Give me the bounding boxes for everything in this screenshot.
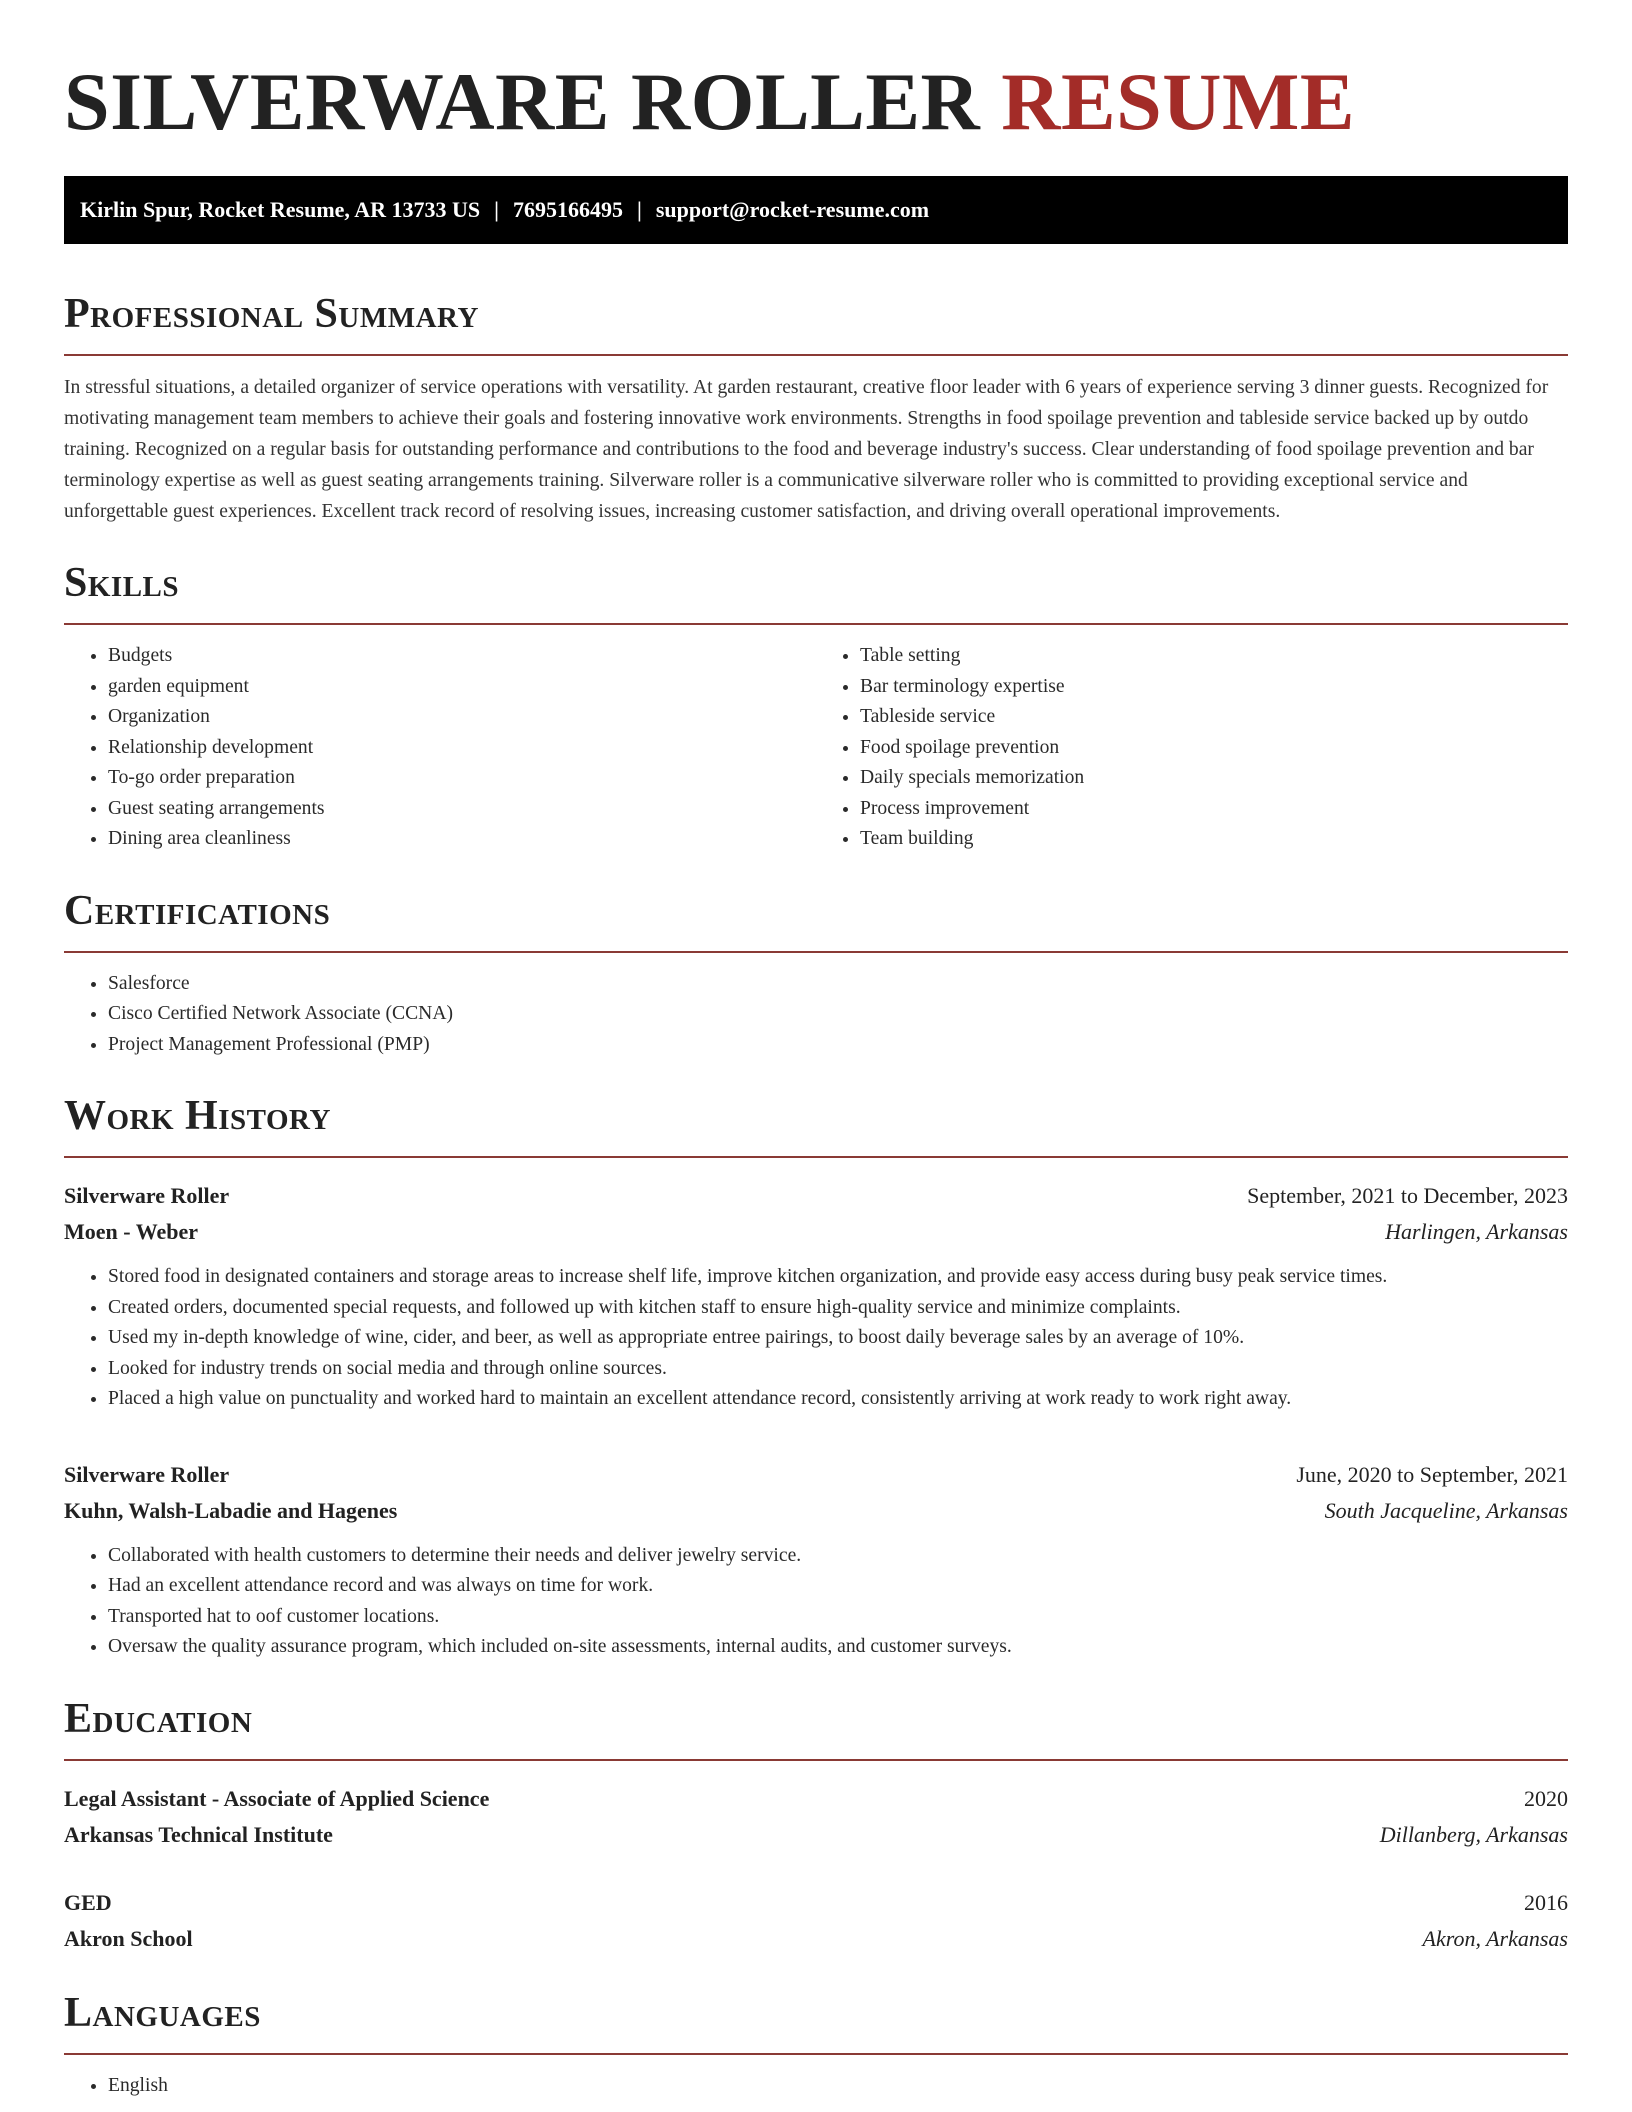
skill-item: • Guest seating arrangements [108,794,816,825]
education-degree-row [64,1781,1568,1817]
contact-separator: | [636,197,642,222]
contact-phone[interactable]: 7695166495 [512,197,623,222]
job-dates: September, 2021 to December, 2023 [1247,1183,1568,1208]
education-section [64,1693,1568,1957]
skill-item: • Team building [860,824,1568,855]
languages-list [64,2071,1568,2102]
contact-bar [64,176,1568,244]
skills-section [64,557,1568,855]
job-company: Moen - Weber [64,1219,199,1244]
languages-section [64,1987,1568,2102]
education-location: Akron, Arkansas [1422,1925,1568,1951]
skill-item: • Bar terminology expertise [860,672,1568,703]
job-bullet: • Stored food in designated containers and storage areas to increase shelf life, improve kitchen organization, and provide easy access during busy peak service times. [108,1262,1568,1293]
skills-list-right [816,641,1568,855]
job-bullet: • Placed a high value on punctuality and worked hard to maintain an excellent attendance record, consistently arriving at work ready to work right away. [108,1384,1568,1415]
job-bullet: • Oversaw the quality assurance program, which included on-site assessments, internal audits, and customer surveys. [108,1632,1568,1663]
job-company-row [64,1493,1568,1529]
job-dates: June, 2020 to September, 2021 [1296,1461,1568,1487]
skill-item: • Tableside service [860,702,1568,733]
job-title: Silverware Roller [64,1461,230,1487]
education-school-row [64,1817,1568,1853]
skill-item: • Table setting [860,641,1568,672]
education-school: Arkansas Technical Institute [64,1821,333,1847]
skill-item: • Organization [108,702,816,733]
skill-item: • To-go order preparation [108,763,816,794]
job-bullet: • Looked for industry trends on social media and through online sources. [108,1354,1568,1385]
job-header-row [64,1457,1568,1493]
education-heading: Education [64,1693,1568,1761]
job-bullet: • Created orders, documented special requests, and followed up with kitchen staff to ensure high-quality service and minimize complaints. [108,1293,1568,1324]
job-bullet: • Transported hat to oof customer locations. [108,1602,1568,1633]
education-degree: GED [64,1889,112,1915]
certifications-heading: Certifications [64,885,1568,953]
work-history-section [64,1090,1568,1663]
contact-email[interactable]: support@rocket-resume.com [655,197,930,222]
job-bullets [64,1541,1568,1663]
skill-item: • Food spoilage prevention [860,733,1568,764]
education-entry [64,1885,1568,1957]
education-year: 2020 [1524,1785,1568,1811]
skill-item: • garden equipment [108,672,816,703]
skill-item: • Daily specials memorization [860,763,1568,794]
summary-text: In stressful situations, a detailed organizer of service operations with versatility. At garden restaurant, creative floor leader with 6 years of experience serving 3 dinner guests. Recognized for motivating management team members to achieve their goals and fostering innovative work environments. Strengths in food spoilage prevention and tableside service backed up by outdo training. Recognized on a regular basis for outstanding performance and contributions to the food and beverage industry's success. Clear understanding of food spoilage prevention and bar terminology expertise as well as guest seating arrangements training. Silverware roller is a communicative silverware roller who is committed to providing exceptional service and unforgettable guest experiences. Excellent track record of resolving issues, increasing customer satisfaction, and driving overall operational improvements. [64,377,1549,522]
skill-item: • Budgets [108,641,816,672]
work-history-heading: Work History [64,1090,1568,1158]
summary-section [64,288,1568,527]
education-school: Akron School [64,1925,193,1951]
skill-item: • Relationship development [108,733,816,764]
summary-heading: Professional Summary [64,288,1568,356]
skill-item: • Dining area cleanliness [108,824,816,855]
job-company-row [64,1214,1568,1250]
contact-separator: | [494,197,499,222]
job-entry [64,1457,1568,1663]
job-title: Silverware Roller [64,1183,230,1208]
certifications-list [64,969,1568,1061]
title-accent: RESUME [1001,56,1356,147]
skill-item: • Process improvement [860,794,1568,825]
certification-item: • Project Management Professional (PMP) [108,1030,1568,1061]
certification-item: • Salesforce [108,969,1568,1000]
job-header-row [64,1178,1568,1214]
job-bullet: • Used my in-depth knowledge of wine, cider, and beer, as well as appropriate entree pairings, to boost daily beverage sales by an average of 10%. [108,1323,1568,1354]
certifications-section [64,885,1568,1061]
resume-title [64,0,1568,150]
education-degree: Legal Assistant - Associate of Applied Science [64,1785,490,1811]
job-bullets [64,1262,1568,1415]
certification-item: • Cisco Certified Network Associate (CCNA) [108,999,1568,1030]
title-name: SILVERWARE ROLLER [64,56,981,147]
education-year: 2016 [1524,1889,1568,1915]
languages-heading: Languages [64,1987,1568,2055]
skills-list-left [64,641,816,855]
education-location: Dillanberg, Arkansas [1379,1821,1568,1847]
contact-address: Kirlin Spur, Rocket Resume, AR 13733 US [80,197,481,222]
education-degree-row [64,1885,1568,1921]
education-entry [64,1781,1568,1853]
job-bullet: • Had an excellent attendance record and was always on time for work. [108,1571,1568,1602]
job-bullet: • Collaborated with health customers to determine their needs and deliver jewelry service. [108,1541,1568,1572]
education-school-row [64,1921,1568,1957]
skills-grid [64,625,1568,855]
job-company: Kuhn, Walsh-Labadie and Hagenes [64,1497,398,1523]
skills-heading: Skills [64,557,1568,625]
job-location: Harlingen, Arkansas [1385,1219,1568,1244]
language-item: • English [108,2071,1568,2102]
job-entry [64,1178,1568,1415]
job-location: South Jacqueline, Arkansas [1324,1497,1568,1523]
